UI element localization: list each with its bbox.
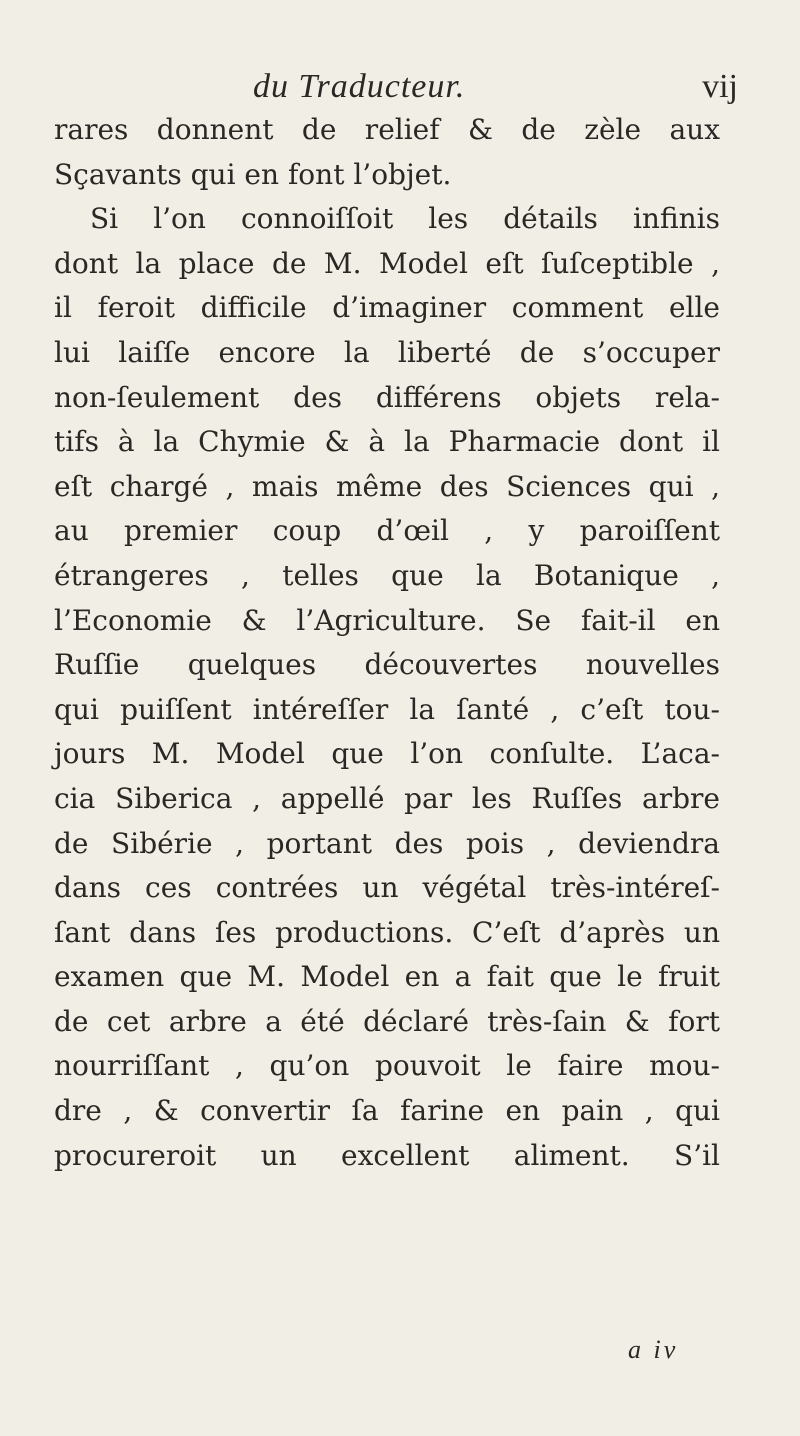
text-line: cia Siberica , appellé par les Ruſſes arbre [54, 781, 720, 815]
text-line: de cet arbre a été déclaré très-ſain & fort [54, 1004, 720, 1038]
text-line: nourriſſant , qu’on pouvoit le faire mou- [54, 1049, 720, 1083]
text-line: ſant dans ſes productions. C’eſt d’après un [54, 915, 720, 949]
text-line: jours M. Model que l’on conſulte. L’aca- [54, 737, 720, 771]
text-line: qui puiſſent intéreſſer la ſanté , c’eſt tou- [54, 692, 720, 726]
text-line: étrangeres , telles que la Botanique , [54, 558, 720, 592]
text-line: Sçavants qui en font l’objet. [54, 157, 452, 191]
running-title: du Traducteur. [253, 68, 466, 105]
text-line: au premier coup d’œil , y paroiſſent [54, 514, 720, 548]
text-line: Si l’on connoiſſoit les détails infinis [90, 202, 720, 236]
text-line: rares donnent de relief & de zèle aux [54, 113, 720, 146]
signature-mark: a iv [628, 1335, 679, 1364]
text-line: il feroit difficile d’imaginer comment elle [54, 291, 720, 325]
text-line: tifs à la Chymie & à la Pharmacie dont il [54, 425, 720, 459]
page-header [253, 68, 773, 108]
text-line: eſt chargé , mais même des Sciences qui , [54, 469, 720, 503]
text-line: lui laiſſe encore la liberté de s’occuper [54, 335, 720, 369]
text-line: dre , & convertir ſa farine en pain , qui [54, 1094, 720, 1128]
text-line: non-ſeulement des différens objets rela- [54, 380, 720, 414]
text-line: procureroit un excellent aliment. S’il [54, 1138, 720, 1172]
text-line: de Sibérie , portant des pois , deviendra [54, 826, 720, 860]
page-number: vij [702, 68, 738, 105]
text-line: l’Economie & l’Agriculture. Se fait-il en [54, 603, 720, 637]
body-text [54, 108, 720, 1178]
text-line: Ruſſie quelques découvertes nouvelles [54, 648, 720, 682]
text-line: dans ces contrées un végétal très-intéreſ- [54, 871, 720, 905]
text-line: examen que M. Model en a fait que le fruit [54, 960, 720, 994]
text-line: dont la place de M. Model eſt ſuſceptible , [54, 246, 720, 280]
